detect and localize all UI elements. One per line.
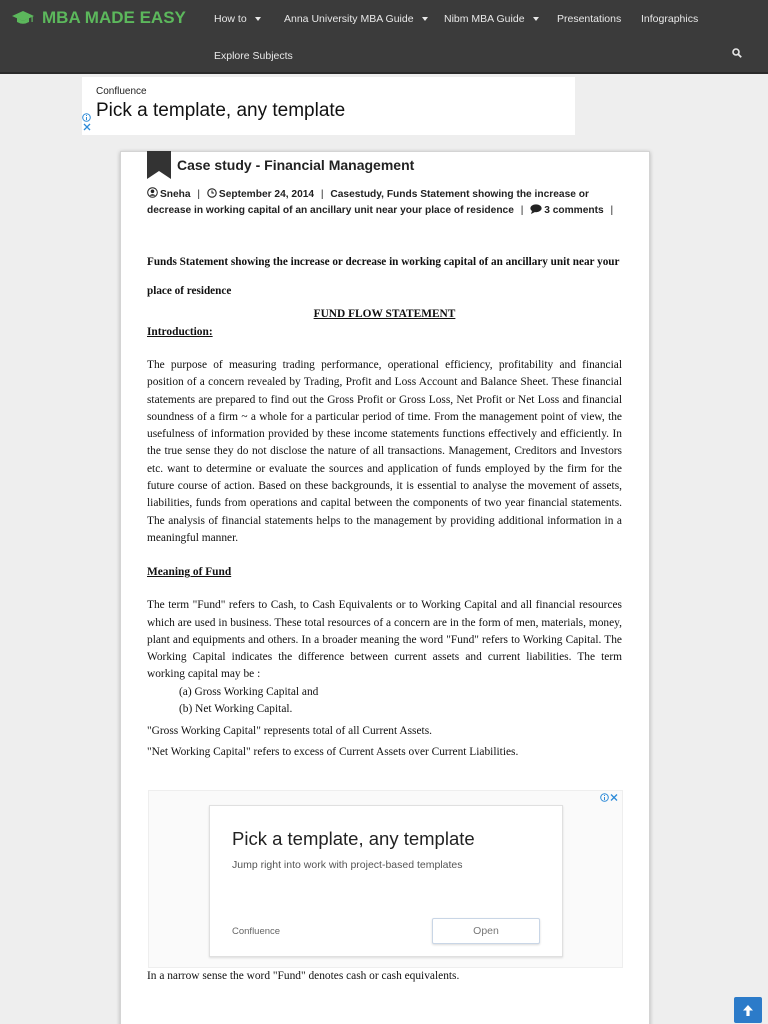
meta-separator: | bbox=[610, 204, 614, 216]
bookmark-icon bbox=[147, 151, 171, 179]
post-title: Case study - Financial Management bbox=[177, 157, 415, 173]
comments-link[interactable]: 3 comments bbox=[544, 204, 604, 216]
ad-subtext: Jump right into work with project-based templates bbox=[232, 859, 463, 871]
nav-how-to[interactable] bbox=[214, 10, 261, 28]
chevron-down-icon bbox=[533, 17, 539, 21]
ad-card[interactable] bbox=[209, 805, 563, 957]
site-logo[interactable] bbox=[12, 6, 186, 30]
top-ad-banner[interactable] bbox=[82, 77, 575, 135]
back-to-top-button[interactable] bbox=[734, 997, 762, 1023]
post-date: September 24, 2014 bbox=[218, 189, 315, 200]
nav-how-to-label: How to bbox=[214, 13, 247, 25]
nav-nibm-label: Nibm MBA Guide bbox=[444, 13, 525, 25]
lead-heading: Funds Statement showing the increase or decrease in working capital of an ancillary unit near your place of residence bbox=[147, 256, 620, 297]
search-icon[interactable] bbox=[732, 48, 742, 58]
ad-close-icon[interactable] bbox=[83, 123, 91, 131]
gross-working-capital-line: "Gross Working Capital" represents total of all Current Assets. bbox=[147, 724, 432, 737]
ad-brand: Confluence bbox=[232, 926, 281, 937]
after-ad-paragraph: In a narrow sense the word "Fund" denotes cash or cash equivalents. bbox=[147, 970, 460, 982]
meta-separator: | bbox=[320, 189, 324, 200]
ad-headline: Pick a template, any template bbox=[96, 100, 346, 121]
intro-paragraph: The purpose of measuring trading performance, operational efficiency, profitability and financial position of a concern revealed by Trading, Profit and Loss Account and Balance Sheet. These financial statements are prepared to find out the Gross Profit or Gross Loss, Net Profit or Net Loss and financial soundness of a firm ~ a whole for a particular period of time. From the management point of view, the usefulness of information provided by these income statements functions effectively and efficiently. In the true sense they do not disclose the nature of all transactions. Management, Creditors and Investors etc. want to determine or evaluate the sources and application of funds employed by the firm for the future course of action. Based on these backgrounds, it is essential to analyse the movement of assets, liabilities, funds from operations and capital between the components of two year financial statements. The analysis of financial statements helps to the management by providing additional information in a meaningful manner. bbox=[147, 359, 622, 544]
nav-explore-label: Explore Subjects bbox=[214, 50, 293, 62]
nav-anna-university-mba-guide[interactable] bbox=[284, 10, 428, 28]
user-icon bbox=[147, 187, 158, 198]
list-item: (a) Gross Working Capital and bbox=[179, 685, 319, 698]
arrow-up-icon bbox=[743, 1005, 753, 1016]
nav-infographics-label: Infographics bbox=[641, 13, 699, 25]
nav-anna-label: Anna University MBA Guide bbox=[284, 13, 414, 25]
list-item: (b) Net Working Capital. bbox=[179, 703, 293, 716]
nav-infographics[interactable] bbox=[641, 10, 698, 28]
author-link[interactable]: Sneha bbox=[160, 189, 191, 200]
section-heading-introduction: Introduction: bbox=[147, 326, 213, 338]
top-navbar bbox=[0, 0, 768, 74]
category-links[interactable]: Casestudy, Funds Statement showing the increase or decrease in working capital of an ancillary unit near your place of residence bbox=[147, 189, 589, 216]
post-meta bbox=[147, 187, 627, 218]
clock-icon bbox=[207, 188, 217, 198]
brand-name: MBA MADE EASY bbox=[42, 8, 186, 27]
ad-open-button[interactable]: Open bbox=[432, 918, 540, 944]
graduation-cap-icon bbox=[12, 11, 34, 25]
chevron-down-icon bbox=[255, 17, 261, 21]
post-card bbox=[120, 151, 650, 1024]
meta-separator: | bbox=[520, 204, 524, 216]
net-working-capital-line: "Net Working Capital" refers to excess of Current Assets over Current Liabilities. bbox=[147, 745, 519, 758]
ad-info-icon[interactable] bbox=[82, 113, 91, 122]
meta-separator: | bbox=[197, 189, 201, 200]
inline-ad[interactable] bbox=[148, 790, 623, 968]
nav-presentations-label: Presentations bbox=[557, 13, 622, 25]
chevron-down-icon bbox=[422, 17, 428, 21]
comment-icon bbox=[530, 204, 542, 214]
nav-explore-subjects[interactable] bbox=[214, 47, 293, 65]
ad-headline: Pick a template, any template bbox=[232, 828, 475, 849]
section-heading-meaning-of-fund: Meaning of Fund bbox=[147, 566, 232, 579]
post-content bbox=[147, 248, 622, 761]
section-heading-fund-flow: FUND FLOW STATEMENT bbox=[313, 308, 456, 320]
meaning-paragraph: The term "Fund" refers to Cash, to Cash Equivalents or to Working Capital and all financial resources which are used in business. These total resources of a concern are in the form of men, materials, money, plant and equipments and others. In a broader meaning the word "Fund" refers to Working Capital. The Working Capital indicates the difference between current assets and current liabilities. The term working capital may be : bbox=[147, 599, 622, 681]
nav-nibm-mba-guide[interactable] bbox=[444, 10, 539, 28]
ad-close-icon[interactable] bbox=[600, 793, 618, 802]
nav-presentations[interactable] bbox=[557, 10, 621, 28]
ad-brand: Confluence bbox=[96, 86, 147, 97]
